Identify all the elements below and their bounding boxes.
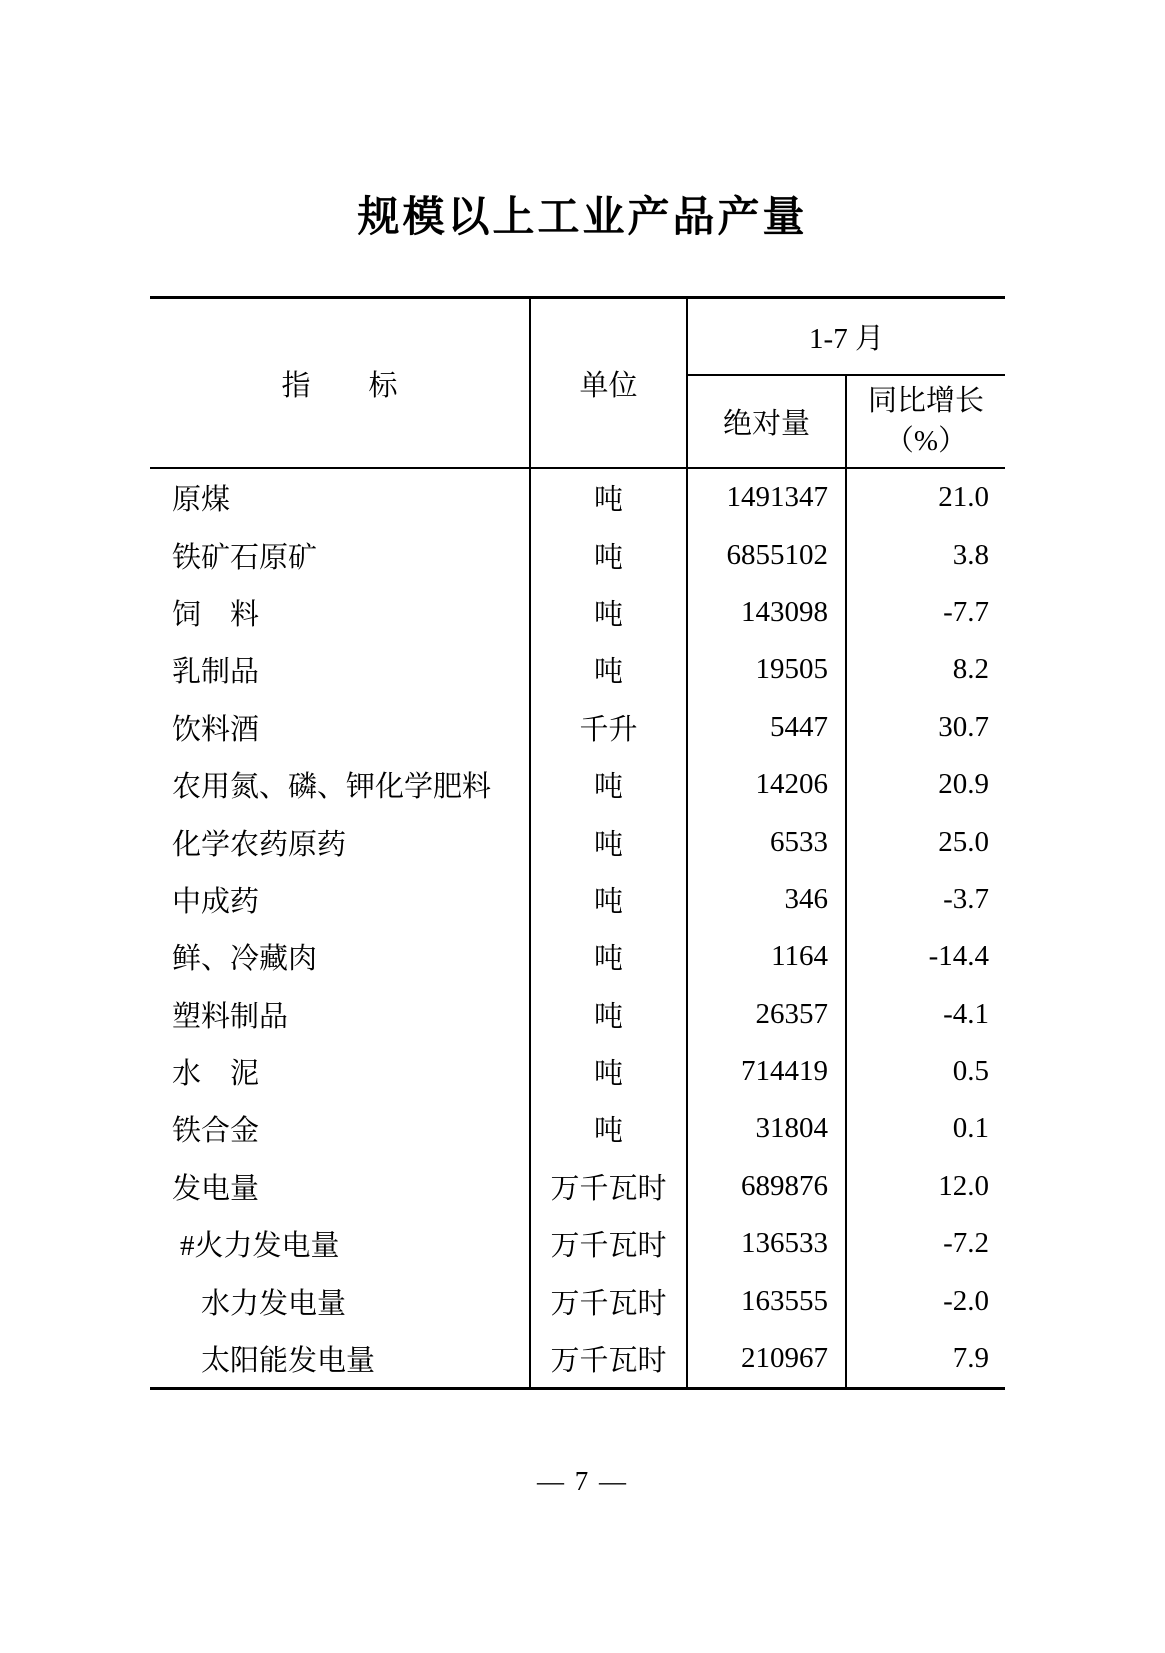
table-row xyxy=(150,871,1005,928)
cell-growth-value: -2.0 xyxy=(943,1284,989,1317)
cell-growth-value: -4.1 xyxy=(943,997,989,1030)
header-indicator: 指 标 xyxy=(150,299,531,467)
header-period: 1-7 月 xyxy=(688,299,1005,376)
cell-growth-value: -7.2 xyxy=(943,1227,989,1260)
cell-unit: 吨 xyxy=(531,756,688,813)
table-row xyxy=(150,986,1005,1043)
table-row xyxy=(150,1100,1005,1157)
table-row xyxy=(150,641,1005,698)
cell-indicator: 铁矿石原矿 xyxy=(150,526,531,583)
cell-unit: 万千瓦时 xyxy=(531,1272,688,1329)
table-row xyxy=(150,756,1005,813)
cell-absolute-value: 19505 xyxy=(688,641,847,698)
cell-absolute-value: 6533 xyxy=(688,813,847,870)
cell-indicator: #火力发电量 xyxy=(150,1215,531,1272)
cell-unit: 吨 xyxy=(531,813,688,870)
cell-growth-value: 30.7 xyxy=(938,710,989,743)
cell-growth-value: 3.8 xyxy=(952,538,989,571)
table-row xyxy=(150,699,1005,756)
cell-indicator: 发电量 xyxy=(150,1158,531,1215)
cell-growth-value: 12.0 xyxy=(938,1169,989,1202)
cell-absolute-value: 210967 xyxy=(688,1330,847,1387)
table-row xyxy=(150,1330,1005,1387)
table-row xyxy=(150,813,1005,870)
table-row xyxy=(150,1043,1005,1100)
cell-absolute-value: 1164 xyxy=(688,928,847,985)
cell-indicator: 农用氮、磷、钾化学肥料 xyxy=(150,756,531,813)
cell-growth-value: 20.9 xyxy=(938,768,989,801)
table-body xyxy=(150,469,1005,1387)
header-absolute-amount: 绝对量 xyxy=(688,376,847,467)
cell-growth-value: -3.7 xyxy=(943,882,989,915)
cell-absolute-value: 5447 xyxy=(688,699,847,756)
cell-absolute-value: 346 xyxy=(688,871,847,928)
cell-absolute-value: 14206 xyxy=(688,756,847,813)
cell-unit: 吨 xyxy=(531,1100,688,1157)
cell-growth-value: 7.9 xyxy=(952,1342,989,1375)
cell-absolute-value: 26357 xyxy=(688,986,847,1043)
cell-absolute-value: 714419 xyxy=(688,1043,847,1100)
cell-indicator: 饮料酒 xyxy=(150,699,531,756)
cell-unit: 万千瓦时 xyxy=(531,1158,688,1215)
cell-growth-value: 8.2 xyxy=(952,653,989,686)
cell-unit: 万千瓦时 xyxy=(531,1215,688,1272)
cell-unit: 吨 xyxy=(531,584,688,641)
cell-absolute-value: 163555 xyxy=(688,1272,847,1329)
table-header xyxy=(150,299,1005,469)
cell-absolute-value: 136533 xyxy=(688,1215,847,1272)
cell-indicator: 太阳能发电量 xyxy=(150,1330,531,1387)
cell-growth-value: 0.5 xyxy=(952,1055,989,1088)
cell-growth-value: -7.7 xyxy=(943,595,989,628)
cell-absolute-value: 1491347 xyxy=(688,469,847,526)
cell-growth-value: 25.0 xyxy=(938,825,989,858)
cell-unit: 吨 xyxy=(531,641,688,698)
cell-unit: 吨 xyxy=(531,871,688,928)
table-row xyxy=(150,928,1005,985)
header-yoy-growth-line2: （%） xyxy=(884,424,968,457)
cell-indicator: 原煤 xyxy=(150,469,531,526)
cell-indicator: 塑料制品 xyxy=(150,986,531,1043)
header-period-group xyxy=(688,299,1005,467)
cell-unit: 吨 xyxy=(531,928,688,985)
header-unit: 单位 xyxy=(531,299,688,467)
page-number: — 7 — xyxy=(537,1466,628,1496)
cell-indicator: 乳制品 xyxy=(150,641,531,698)
cell-absolute-value: 689876 xyxy=(688,1158,847,1215)
cell-absolute-value: 6855102 xyxy=(688,526,847,583)
cell-unit: 吨 xyxy=(531,986,688,1043)
table-row xyxy=(150,1215,1005,1272)
table-row xyxy=(150,469,1005,526)
table-row xyxy=(150,1272,1005,1329)
cell-absolute-value: 143098 xyxy=(688,584,847,641)
cell-growth-value: 0.1 xyxy=(952,1112,989,1145)
table-row xyxy=(150,526,1005,583)
cell-indicator: 水力发电量 xyxy=(150,1272,531,1329)
cell-absolute-value: 31804 xyxy=(688,1100,847,1157)
cell-indicator: 化学农药原药 xyxy=(150,813,531,870)
header-yoy-growth-line1: 同比增长 xyxy=(867,385,984,418)
header-subrow xyxy=(688,376,1005,467)
header-yoy-growth xyxy=(847,376,1005,467)
table-row xyxy=(150,1158,1005,1215)
table-row xyxy=(150,584,1005,641)
cell-indicator: 水 泥 xyxy=(150,1043,531,1100)
cell-unit: 吨 xyxy=(531,469,688,526)
cell-indicator: 铁合金 xyxy=(150,1100,531,1157)
cell-indicator: 中成药 xyxy=(150,871,531,928)
cell-indicator: 鲜、冷藏肉 xyxy=(150,928,531,985)
cell-growth-value: 21.0 xyxy=(938,481,989,514)
page-title: 规模以上工业产品产量 xyxy=(357,193,808,240)
cell-unit: 万千瓦时 xyxy=(531,1330,688,1387)
cell-unit: 吨 xyxy=(531,1043,688,1100)
cell-unit: 吨 xyxy=(531,526,688,583)
cell-indicator: 饲 料 xyxy=(150,584,531,641)
cell-unit: 千升 xyxy=(531,699,688,756)
industrial-output-table xyxy=(150,296,1005,1390)
cell-growth-value: -14.4 xyxy=(928,940,989,973)
